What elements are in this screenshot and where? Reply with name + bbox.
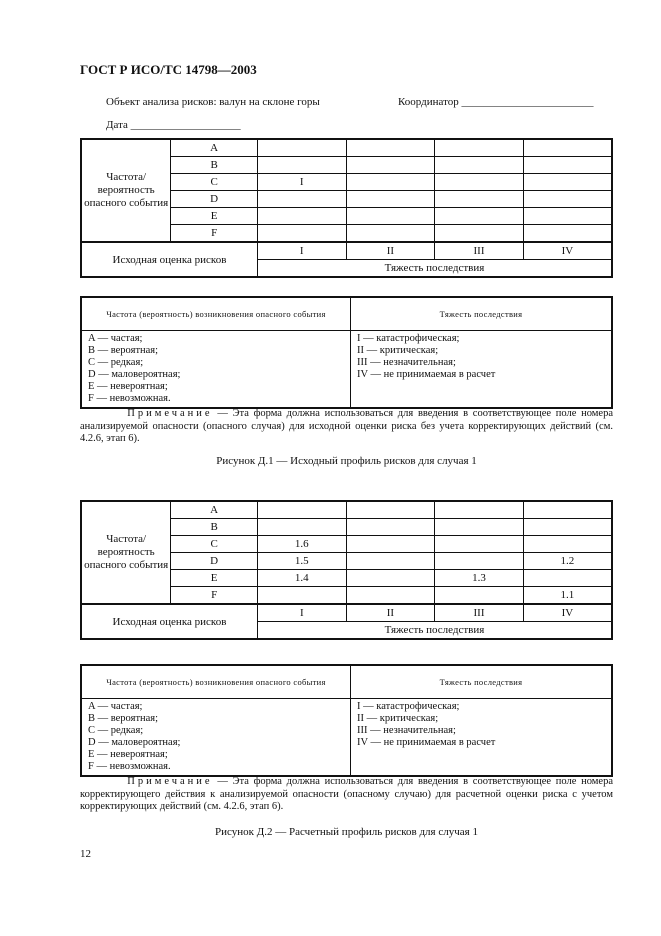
legend-item: I — катастрофическая; bbox=[357, 701, 460, 712]
note-word: Примечание bbox=[127, 776, 213, 787]
caption-fig2: Рисунок Д.2 — Расчетный профиль рисков для случая 1 bbox=[215, 826, 478, 838]
severity-column-label: I bbox=[257, 242, 346, 260]
matrix-cell bbox=[435, 208, 524, 225]
matrix-cell bbox=[346, 208, 435, 225]
date-label: Дата ____________________ bbox=[106, 119, 241, 131]
legend-item: II — критическая; bbox=[357, 713, 439, 724]
legend-frequency-list bbox=[81, 331, 351, 409]
legend-item: II — критическая; bbox=[357, 345, 439, 356]
matrix-cell bbox=[257, 208, 346, 225]
frequency-row-label: B bbox=[171, 519, 258, 536]
legend-item: C — редкая; bbox=[88, 725, 144, 736]
legend-item: B — вероятная; bbox=[88, 713, 159, 724]
note-fig1 bbox=[80, 408, 613, 446]
matrix-cell: 1.2 bbox=[523, 553, 612, 570]
legend-severity-list bbox=[351, 331, 613, 409]
initial-assessment-label: Исходная оценка рисков bbox=[81, 242, 257, 277]
legend-item: III — незначительная; bbox=[357, 725, 456, 736]
frequency-row-label: B bbox=[171, 157, 258, 174]
matrix-cell bbox=[346, 174, 435, 191]
severity-row bbox=[81, 242, 612, 260]
coordinator-label: Координатор ________________________ bbox=[398, 96, 594, 108]
matrix-cell bbox=[346, 191, 435, 208]
matrix-cell bbox=[346, 519, 435, 536]
note-fig2 bbox=[80, 776, 613, 814]
matrix-cell bbox=[435, 225, 524, 243]
matrix-cell bbox=[523, 191, 612, 208]
matrix-cell bbox=[523, 208, 612, 225]
frequency-row-label: C bbox=[171, 536, 258, 553]
matrix-cell bbox=[257, 191, 346, 208]
frequency-row-label: D bbox=[171, 191, 258, 208]
frequency-label: Частота/ вероятность опасного события bbox=[81, 501, 171, 604]
legend-severity-header: Тяжесть последствия bbox=[351, 665, 613, 699]
matrix-cell bbox=[435, 174, 524, 191]
legend-item: E — невероятная; bbox=[88, 749, 168, 760]
legend-item: D — маловероятная; bbox=[88, 737, 181, 748]
matrix-row bbox=[81, 139, 612, 157]
object-label: Объект анализа рисков: валун на склоне горы bbox=[106, 96, 320, 108]
frequency-row-label: F bbox=[171, 587, 258, 605]
legend-severity-header: Тяжесть последствия bbox=[351, 297, 613, 331]
severity-column-label: II bbox=[346, 242, 435, 260]
legend-item: E — невероятная; bbox=[88, 381, 168, 392]
frequency-row-label: F bbox=[171, 225, 258, 243]
matrix-cell bbox=[346, 139, 435, 157]
severity-column-label: II bbox=[346, 604, 435, 622]
matrix-cell bbox=[435, 536, 524, 553]
matrix-cell bbox=[435, 139, 524, 157]
matrix-row bbox=[81, 501, 612, 519]
severity-label: Тяжесть последствия bbox=[257, 622, 612, 640]
matrix-cell bbox=[257, 225, 346, 243]
legend-item: F — невозможная. bbox=[88, 761, 171, 772]
frequency-label: Частота/ вероятность опасного события bbox=[81, 139, 171, 242]
legend-severity-list bbox=[351, 699, 613, 777]
matrix-cell bbox=[435, 553, 524, 570]
matrix-cell bbox=[523, 157, 612, 174]
frequency-row-label: C bbox=[171, 174, 258, 191]
note-word: Примечание bbox=[127, 408, 213, 419]
matrix-cell bbox=[435, 501, 524, 519]
legend-item: F — невозможная. bbox=[88, 393, 171, 404]
legend-frequency-list bbox=[81, 699, 351, 777]
legend-item: I — катастрофическая; bbox=[357, 333, 460, 344]
matrix-cell: 1.1 bbox=[523, 587, 612, 605]
matrix-cell bbox=[257, 587, 346, 605]
legend-table-fig1 bbox=[80, 296, 613, 409]
matrix-cell bbox=[257, 139, 346, 157]
frequency-row-label: E bbox=[171, 208, 258, 225]
severity-column-label: I bbox=[257, 604, 346, 622]
matrix-cell bbox=[257, 501, 346, 519]
frequency-row-label: A bbox=[171, 501, 258, 519]
matrix-cell bbox=[435, 519, 524, 536]
legend-item: D — маловероятная; bbox=[88, 369, 181, 380]
matrix-cell bbox=[435, 157, 524, 174]
frequency-row-label: E bbox=[171, 570, 258, 587]
matrix-cell bbox=[346, 501, 435, 519]
frequency-row-label: A bbox=[171, 139, 258, 157]
standard-header: ГОСТ Р ИСО/ТС 14798—2003 bbox=[80, 62, 257, 77]
matrix-cell bbox=[523, 536, 612, 553]
risk-matrix-fig1 bbox=[80, 138, 613, 278]
legend-item: III — незначительная; bbox=[357, 357, 456, 368]
matrix-cell bbox=[523, 519, 612, 536]
legend-item: IV — не принимаемая в расчет bbox=[357, 369, 496, 380]
matrix-cell: 1.4 bbox=[257, 570, 346, 587]
matrix-cell bbox=[257, 157, 346, 174]
legend-item: B — вероятная; bbox=[88, 345, 159, 356]
matrix-cell bbox=[523, 225, 612, 243]
matrix-cell bbox=[346, 225, 435, 243]
severity-column-label: IV bbox=[523, 604, 612, 622]
matrix-cell bbox=[257, 519, 346, 536]
legend-item: IV — не принимаемая в расчет bbox=[357, 737, 496, 748]
legend-frequency-header: Частота (вероятность) возникновения опасного события bbox=[81, 665, 351, 699]
matrix-cell bbox=[523, 139, 612, 157]
severity-column-label: III bbox=[435, 242, 524, 260]
note-text: — Эта форма должна использоваться для введения в соответствующее поле номера корректирующего действия к анализируемой опасности (опасному случаю) для расчетной оценки риска с учетом корректирующих действий (см. 4.2.6, этап 6). bbox=[80, 776, 613, 812]
matrix-cell: I bbox=[257, 174, 346, 191]
initial-assessment-label: Исходная оценка рисков bbox=[81, 604, 257, 639]
legend-item: A — частая; bbox=[88, 333, 143, 344]
matrix-cell: 1.6 bbox=[257, 536, 346, 553]
severity-label: Тяжесть последствия bbox=[257, 260, 612, 278]
matrix-cell bbox=[346, 157, 435, 174]
page-number: 12 bbox=[80, 848, 91, 860]
legend-table-fig2 bbox=[80, 664, 613, 777]
severity-row bbox=[81, 604, 612, 622]
matrix-cell bbox=[346, 587, 435, 605]
legend-item: C — редкая; bbox=[88, 357, 144, 368]
risk-matrix-fig2 bbox=[80, 500, 613, 640]
note-text: — Эта форма должна использоваться для введения в соответствующее поле номера анализируемой опасности (опасного случая) для исходной оценки риска без учета корректирующих действий (см. 4.2.6, этап 6). bbox=[80, 408, 613, 444]
matrix-cell bbox=[435, 191, 524, 208]
matrix-cell bbox=[523, 570, 612, 587]
matrix-cell bbox=[346, 536, 435, 553]
legend-frequency-header: Частота (вероятность) возникновения опасного события bbox=[81, 297, 351, 331]
legend-item: A — частая; bbox=[88, 701, 143, 712]
severity-column-label: IV bbox=[523, 242, 612, 260]
matrix-cell: 1.3 bbox=[435, 570, 524, 587]
matrix-cell bbox=[435, 587, 524, 605]
matrix-cell bbox=[523, 174, 612, 191]
severity-column-label: III bbox=[435, 604, 524, 622]
matrix-cell bbox=[346, 553, 435, 570]
caption-fig1: Рисунок Д.1 — Исходный профиль рисков для случая 1 bbox=[216, 455, 477, 467]
matrix-cell bbox=[523, 501, 612, 519]
matrix-cell: 1.5 bbox=[257, 553, 346, 570]
frequency-row-label: D bbox=[171, 553, 258, 570]
matrix-cell bbox=[346, 570, 435, 587]
